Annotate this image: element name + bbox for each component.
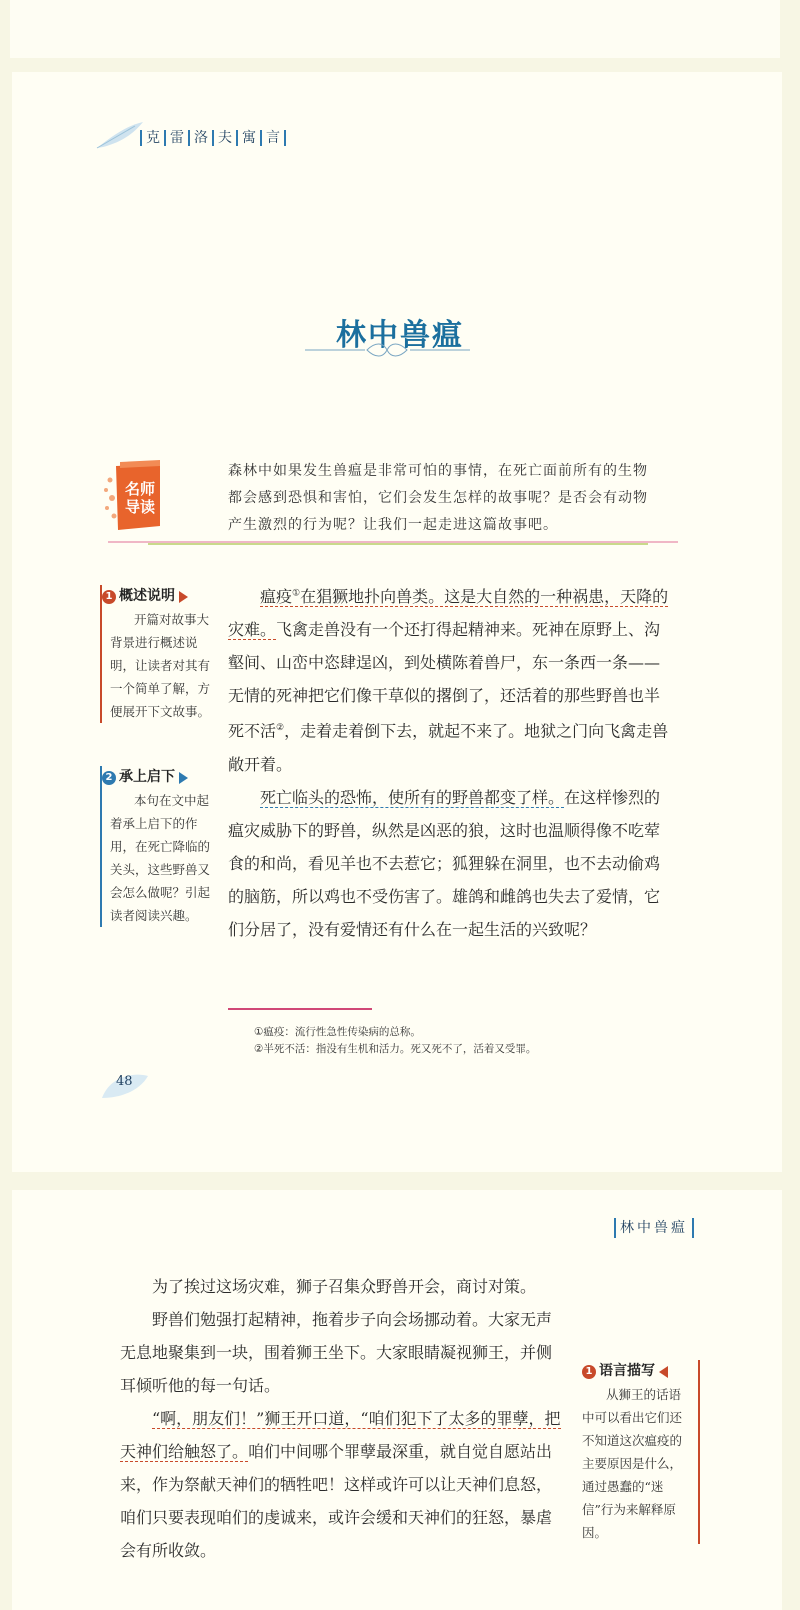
sidenote-number: 1: [582, 1365, 596, 1379]
triangle-right-icon: [179, 772, 188, 784]
guide-badge-label: 名师 导读: [124, 480, 155, 516]
paragraph: “啊，朋友们！”狮王开口道，“咱们犯下了太多的罪孽，把天神们给触怒了。咱们中间哪个罪孽最深重，就自觉自愿站出来，作为祭献天神们的牺牲吧！这样或许可以让天神们息怒，咱们只要表现咱们的虔诚来，或许会缓和天神们的狂怒，暴虐会有所收敛。: [120, 1409, 561, 1560]
triangle-right-icon: [179, 591, 188, 603]
triangle-left-icon: [659, 1366, 668, 1378]
paragraph: 为了挨过这场灾难，狮子召集众野兽开会，商讨对策。: [152, 1277, 537, 1296]
feather-icon: [95, 120, 145, 150]
footnote-ref: ①: [292, 589, 301, 599]
chapter-title: 林中兽瘟: [336, 318, 464, 353]
sidenote-body: 本句在文中起着承上启下的作用，在死亡降临的关头，这些野兽又会怎么做呢？引起读者阅读兴趣。: [110, 793, 211, 923]
paragraph: 野兽们勉强打起精神，拖着步子向会场挪动着。大家无声无息地聚集到一块，围着狮王坐下。大家眼睛凝视狮王，并侧耳倾听他的每一句话。: [120, 1310, 553, 1395]
sidenote-transition: [100, 766, 214, 927]
sidenote-body: 从狮王的话语中可以看出它们还不知道这次瘟疫的主要原因是什么，通过愚蠢的“迷信”行为来解释原因。: [582, 1387, 683, 1540]
intro-paragraph: 森林中如果发生兽瘟是非常可怕的事情，在死亡面前所有的生物都会感到恐惧和害怕，它们会发生怎样的故事呢？是否会有动物产生激烈的行为呢？让我们一起走进这篇故事吧。: [228, 463, 648, 533]
footnotes: [254, 1024, 674, 1058]
sidenote-number: 2: [102, 771, 116, 785]
title-ornament: [305, 340, 470, 360]
sidenote-heading: 概述说明: [119, 588, 175, 604]
paragraph: 死亡临头的恐怖，使所有的野兽都变了样。在这样惨烈的瘟灾威胁下的野兽，纵然是凶恶的狼，这时也温顺得像不吃荤食的和尚，看见羊也不去惹它；狐狸躲在洞里，也不去动偷鸡的脑筋，所以鸡也不受伤害了。雄鸽和雌鸽也失去了爱情，它们分居了，没有爱情还有什么在一起生活的兴致呢？: [228, 787, 661, 939]
sidenote-heading: 承上启下: [119, 769, 175, 785]
paragraph: 瘟疫①在猖獗地扑向兽类。这是大自然的一种祸患，天降的灾难。飞禽走兽没有一个还打得起精神来。死神在原野上、沟壑间、山峦中恣肆逞凶，到处横陈着兽尸，东一条西一条——无情的死神把它们像干草似的撂倒了，还活着的那些野兽也半死不活②，走着走着倒下去，就起不来了。地狱之门向飞禽走兽敞开着。: [228, 587, 669, 774]
running-head-chapter: 林中兽瘟: [614, 1218, 694, 1238]
sidenote-summary: [100, 585, 214, 723]
footnote: ①瘟疫：流行性急性传染病的总称。: [254, 1026, 421, 1038]
previous-page-bottom: [10, 0, 780, 58]
running-head-book-title: [140, 130, 286, 146]
footnote: ②半死不活：指没有生机和活力。死又死不了，活着又受罪。: [254, 1043, 537, 1055]
running-head-chars: 克 雷 洛 夫 寓 言: [140, 130, 286, 146]
footnote-ref: ②: [276, 723, 285, 734]
main-text-page-49: [120, 1270, 565, 1567]
page-number: 48: [116, 1074, 133, 1089]
sidenote-heading: 语言描写: [599, 1363, 655, 1379]
intro-divider: [108, 540, 678, 546]
sidenote-body: 开篇对故事大背景进行概述说明，让读者对其有一个简单了解，方便展开下文故事。: [110, 612, 211, 719]
footnote-divider: [228, 1008, 372, 1010]
sidenote-number: 1: [102, 590, 116, 604]
main-text-page-48: [228, 578, 672, 946]
sidenote-language: [582, 1360, 700, 1544]
